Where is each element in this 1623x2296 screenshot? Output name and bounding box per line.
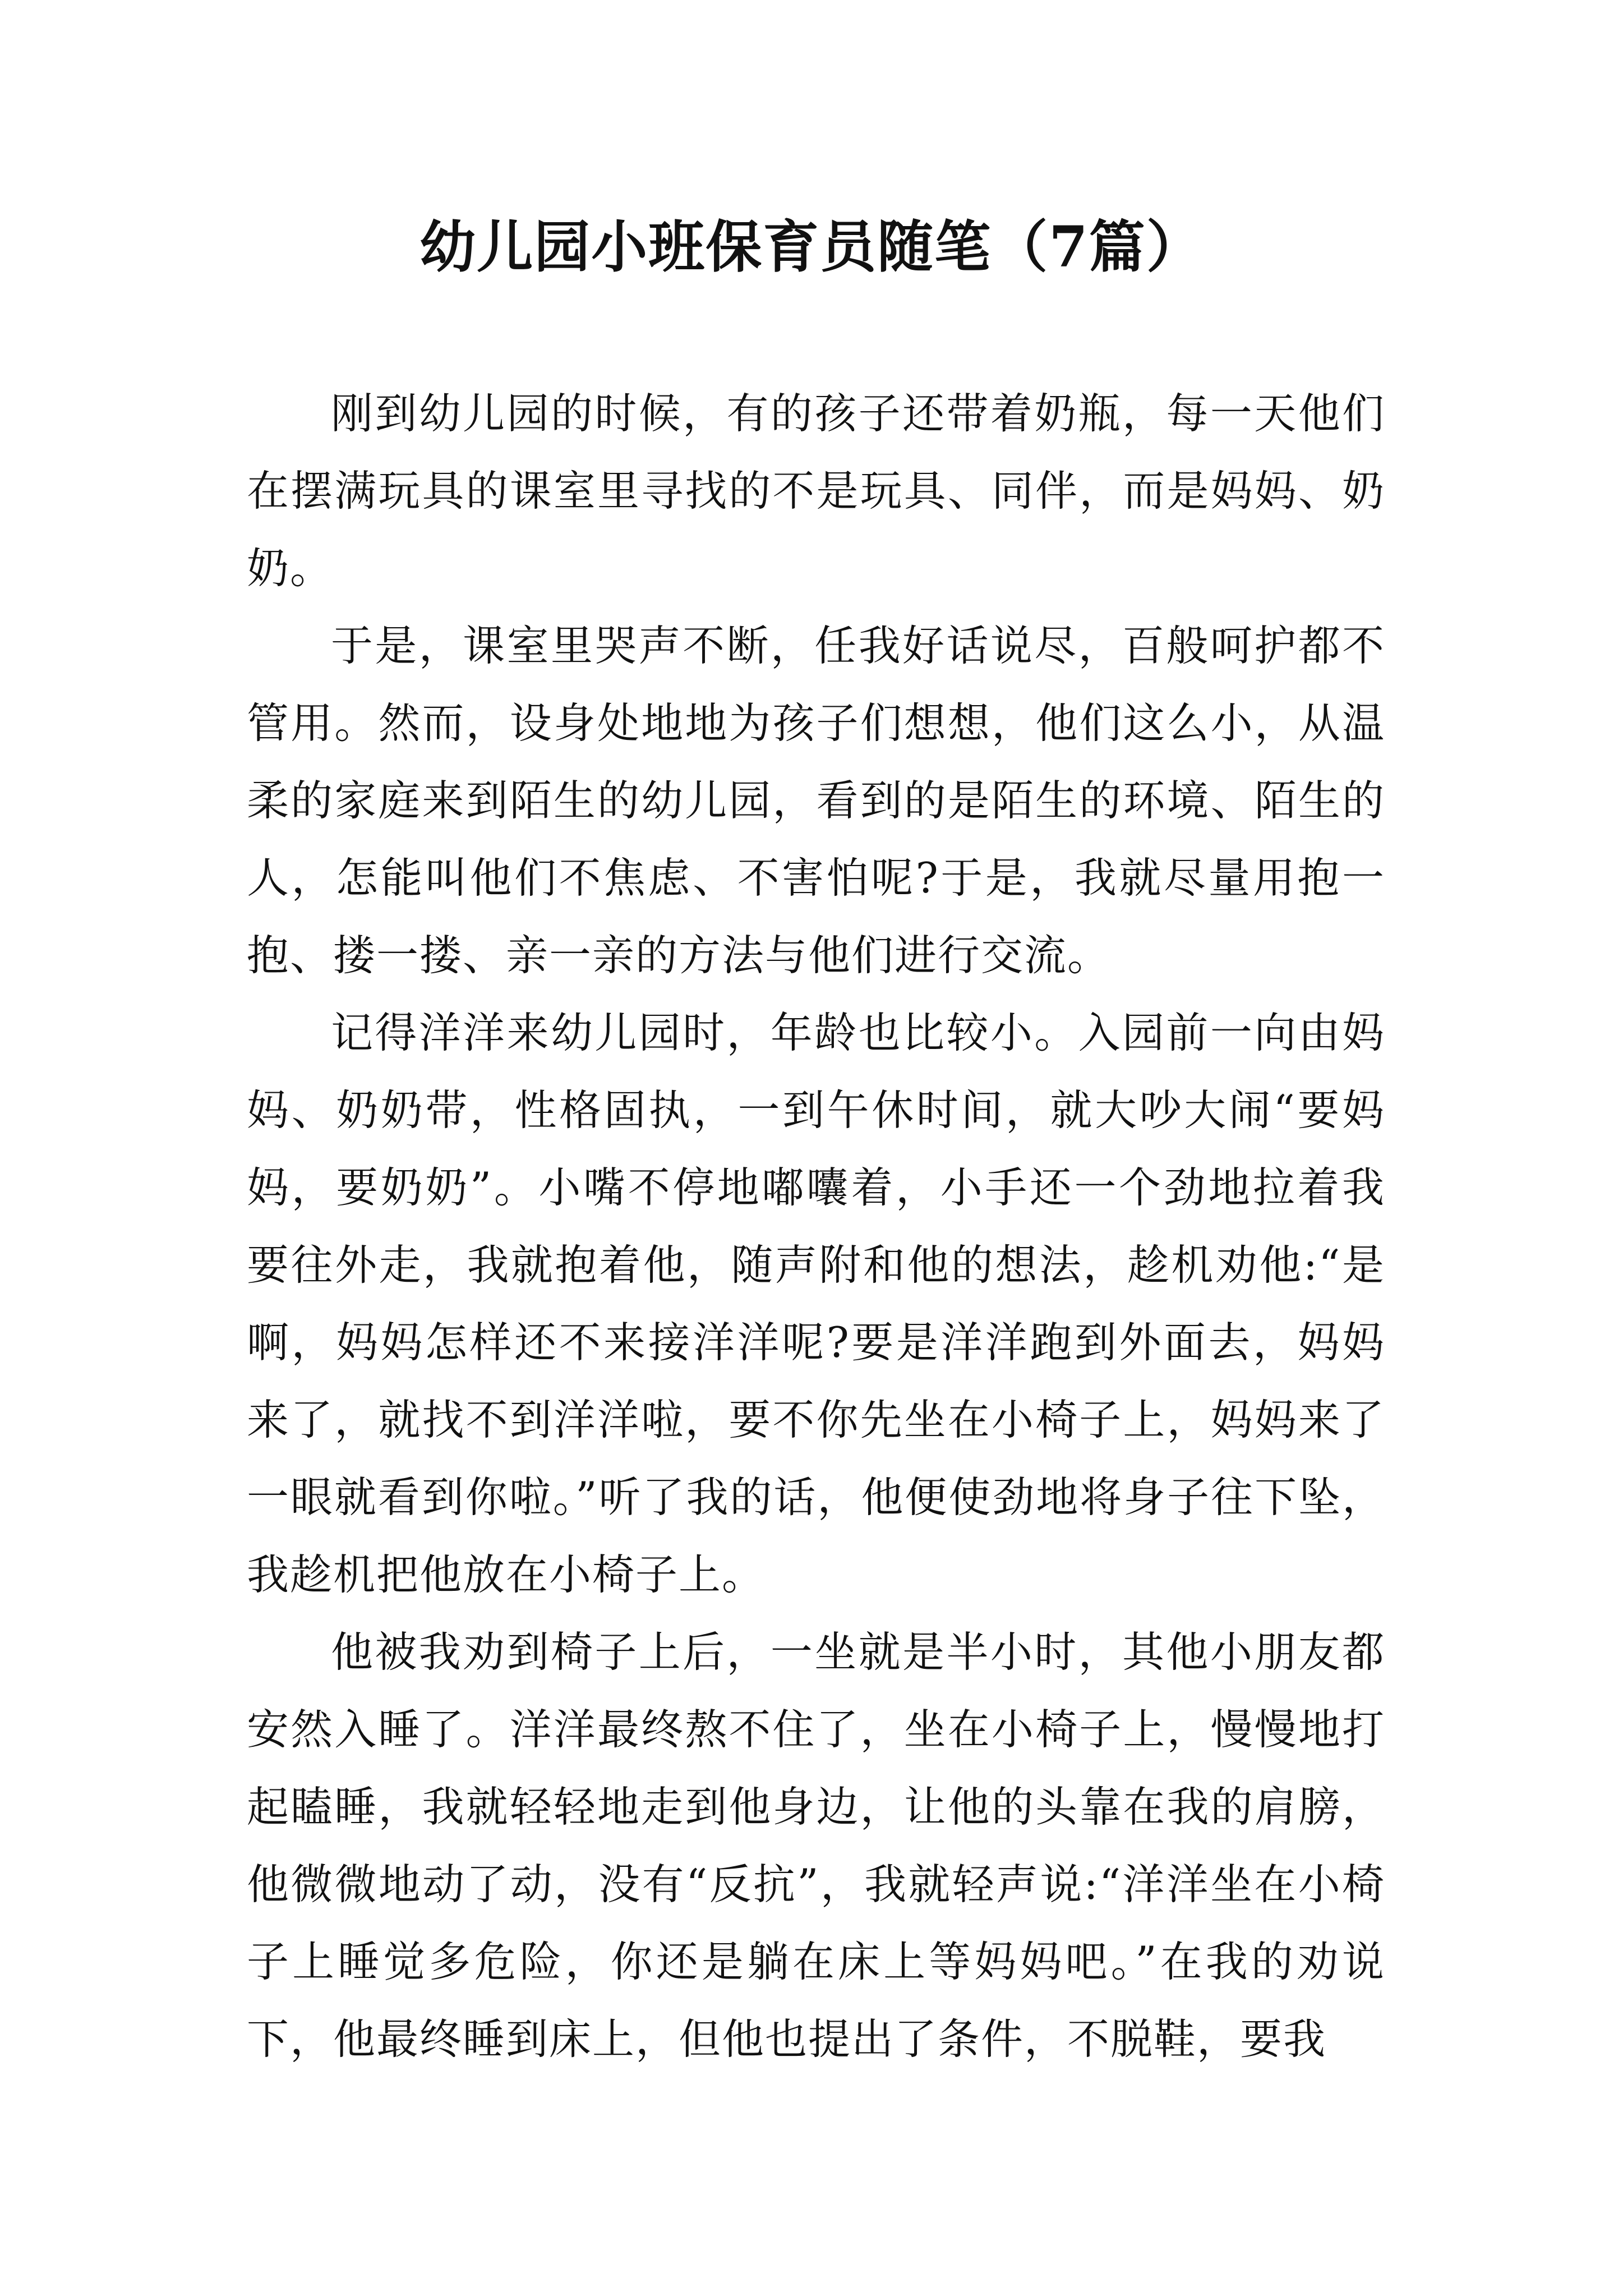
paragraph-3: 记得洋洋来幼儿园时，年龄也比较小。入园前一向由妈妈、奶奶带，性格固执，一到午休时间，就大吵大闹“要妈妈，要奶奶”。小嘴不停地嘟囔着，小手还一个劲地拉着我要往外走，我就抱着他，随声附和他的想法，趁机劝他:“是啊，妈妈怎样还不来接洋洋呢?要是洋洋跑到外面去，妈妈来了，就找不到洋洋啦，要不你先坐在小椅子上，妈妈来了一眼就看到你啦。”听了我的话，他便使劲地将身子往下坠，我趁机把他放在小椅子上。 [247,1008,1385,1599]
paragraph-4: 他被我劝到椅子上后，一坐就是半小时，其他小朋友都安然入睡了。洋洋最终熬不住了，坐在小椅子上，慢慢地打起瞌睡，我就轻轻地走到他身边，让他的头靠在我的肩膀，他微微地动了动，没有“反抗”，我就轻声说:“洋洋坐在小椅子上睡觉多危险，你还是躺在床上等妈妈吧。”在我的劝说下，他最终睡到床上，但他也提出了条件，不脱鞋，要我 [247,1627,1385,2064]
paragraph-2: 于是，课室里哭声不断，任我好话说尽，百般呵护都不管用。然而，设身处地地为孩子们想想，他们这么小，从温柔的家庭来到陌生的幼儿园，看到的是陌生的环境、陌生的人，怎能叫他们不焦虑、不害怕呢?于是，我就尽量用抱一抱、搂一搂、亲一亲的方法与他们进行交流。 [247,621,1385,980]
document-body [247,375,1385,2078]
paragraph-1: 刚到幼儿园的时候，有的孩子还带着奶瓶，每一天他们在摆满玩具的课室里寻找的不是玩具、同伴，而是妈妈、奶奶。 [247,389,1385,593]
document-title: 幼儿园小班保育员随笔（7篇） [419,214,1204,280]
